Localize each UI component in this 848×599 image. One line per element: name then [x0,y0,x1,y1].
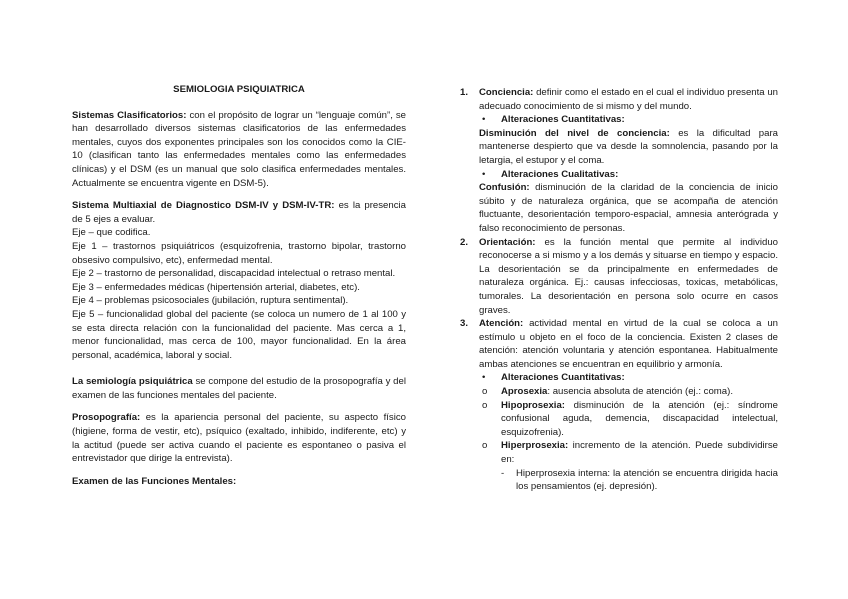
prosopography-paragraph: Prosopografía: es la apariencia personal del paciente, su aspecto físico (higiene, forma de vestir, etc), psíquico (exaltado, inhibido, indiferente, etc) y la actitud (puede ser activa cuando el paciente es espontaneo o pasiva el entrevistador que dirige la entrevista). [72,412,406,465]
semiology-label: La semiología psiquiátrica [72,376,193,388]
consciousness-decrease-paragraph: Disminución del nivel de conciencia: es la dificultad para mantenerse despierto que va desde la somnolencia, pasando por la letargia, el estupor y el coma. [479,127,779,166]
bullet-icon: • [482,372,486,384]
axis-item: Eje 5 – funcionalidad global del paciente (se coloca un numero de 1 al 100 y se esta directa relación con la funcionalidad del paciente. Mas cerca a 1, menor funcionalidad, mas cerca de 100, mayor funcionalidad. En la área personal, académica, laboral y social. [72,308,406,361]
circle-bullet-icon: o [482,440,488,452]
bullet-icon: • [482,168,486,180]
sub-item-hipoprosexia: o Hipoprosexia: disminución de la atención (ej.: síndrome confusional aguda, demencia, discapacidad intelectual, esquizofrenia). [482,399,778,438]
sub-item-aprosexia: o Aprosexia: ausencia absoluta de atención (ej.: coma). [482,386,733,398]
document-title: SEMIOLOGIA PSIQUIATRICA [173,84,305,95]
axis-item: Eje 2 – trastorno de personalidad, discapacidad intelectual o retraso mental. [72,268,396,280]
list-item-atencion: 3. Atención: actividad mental en virtud de la cual se coloca a un estímulo u objeto en el foco de la conciencia. Existen 2 clases de atención: atención voluntaria y atención espontanea. Habitualmente ambas atenciones se encuentran en equilibrio y armonía. [460,318,778,370]
confusion-paragraph: Confusión: disminución de la claridad de la conciencia de inicio súbito y de naturaleza orgánica, que se acompaña de atención fluctuante, desorientación temporo-espacial, amnesia anterógrada y falso reconocimiento de personas. [479,182,778,234]
list-item-conciencia: 1. Conciencia: definir como el estado en el cual el individuo presenta un adecuado conocimiento de si mismo y del mundo. [460,87,778,112]
mental-functions-heading: Examen de las Funciones Mentales: [72,475,237,487]
dash-item-hiperprosexia-interna: - Hiperprosexia interna: la atención se encuentra dirigida hacia los pensamientos (ej. depresión). [501,467,778,493]
bullet-item: • Alteraciones Cuantitativas: [482,114,625,126]
semiology-paragraph: La semiología psiquiátrica se compone del estudio de la prosopografía y del examen de las funciones mentales del paciente. [72,376,406,401]
multiaxial-label: Sistema Multiaxial de Diagnostico DSM-IV y DSM-IV-TR: [72,200,335,212]
circle-bullet-icon: o [482,386,488,398]
right-column [460,86,778,494]
list-item-orientacion: 2. Orientación: es la función mental que permite al individuo reconocerse a si mismo y a los demás y situarse en tiempo y espacio. La desorientación se da principalmente en enfermedades de naturaleza orgánica. Ej.: causas infecciosas, toxicas, metabólicas, tumorales. La desorientación en persona solo ocurre en casos graves. [460,236,778,316]
axis-item: Eje 3 – enfermedades médicas (hipertensión arterial, diabetes, etc). [72,281,360,293]
multiaxial-paragraph: Sistema Multiaxial de Diagnostico DSM-IV y DSM-IV-TR: es la presencia de 5 ejes a evaluar. [72,200,406,225]
classification-systems-paragraph: Sistemas Clasificatorios: con el propósito de lograr un “lenguaje común”, se han desarrollado diversos sistemas clasificatorios de las enfermedades mentales, cuyos dos exponentes principales son los conocidos como la CIE-10 (clasifican tanto las enfermedades mentales como las enfermedades clínicas) y el DSM (es un manual que solo clasifica enfermedades mentales. Actualmente se encuentra vigente en DSM-5). [72,109,406,189]
sub-item-hiperprosexia: o Hiperprosexia: incremento de la atención. Puede subdividirse en: [482,440,778,466]
dash-icon: - [501,467,505,479]
circle-bullet-icon: o [482,399,488,411]
classification-systems-label: Sistemas Clasificatorios: [72,109,187,121]
left-column [72,83,406,488]
prosopography-label: Prosopografía: [72,412,141,424]
axis-item: Eje – que codifica. [72,227,151,239]
axis-item: Eje 1 – trastornos psiquiátricos (esquizofrenia, trastorno bipolar, trastorno obsesivo compulsivo, etc), enfermedad mental. [72,240,406,266]
bullet-item: • Alteraciones Cuantitativas: [482,372,625,384]
axis-item: Eje 4 – problemas psicosociales (jubilación, ruptura sentimental). [72,295,349,307]
bullet-icon: • [482,114,486,126]
bullet-item: • Alteraciones Cualitativas: [482,168,619,180]
